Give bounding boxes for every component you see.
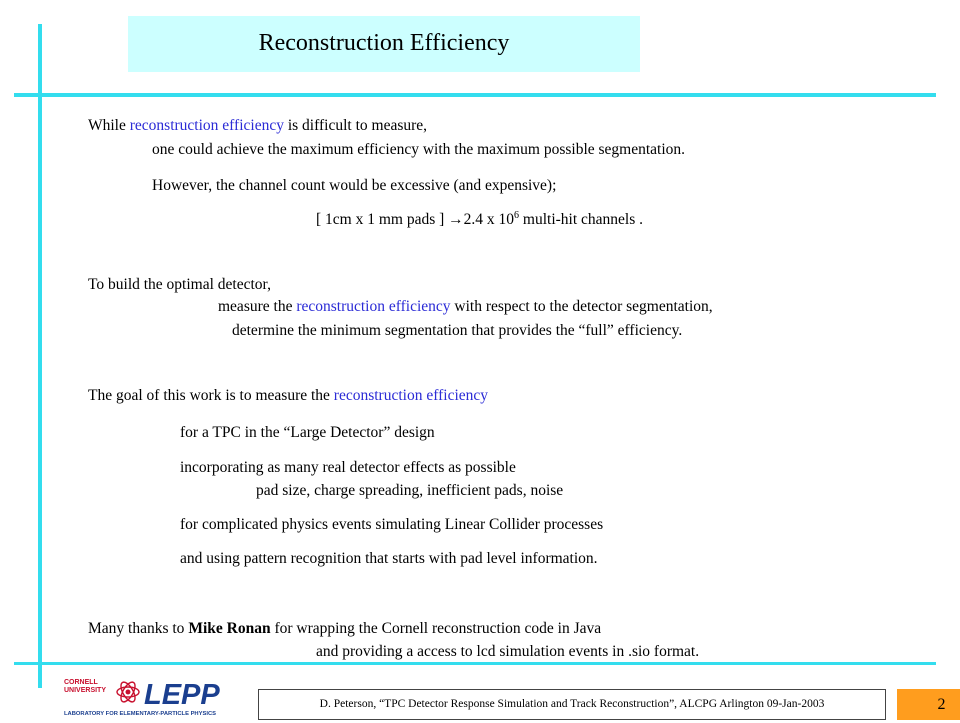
p4-line1: Many thanks to Mike Ronan for wrapping the Cornell reconstruction code in Java <box>88 620 602 637</box>
logo-cornell: CORNELL <box>64 679 98 686</box>
p3-line1: The goal of this work is to measure the reconstruction efficiency <box>88 387 489 404</box>
arrow-icon: → <box>448 211 464 228</box>
highlight-term: reconstruction efficiency <box>296 298 451 315</box>
lepp-logo-graphic <box>62 672 232 718</box>
p2-line1: To build the optimal detector, <box>88 276 271 293</box>
footer-citation: D. Peterson, “TPC Detector Response Simulation and Track Reconstruction”, ALCPG Arlington 09-Jan-2003 <box>258 689 886 720</box>
page-number-box <box>897 689 960 720</box>
top-divider-line <box>14 93 936 97</box>
p1-line4: [ 1cm x 1 mm pads ] →2.4 x $10^6$ multi-hit channels . <box>316 210 644 228</box>
p2-line2: measure the reconstruction efficiency with respect to the detector segmentation, <box>218 298 713 315</box>
p1-line1: While reconstruction efficiency is difficult to measure, <box>88 117 428 134</box>
p1-line2: one could achieve the maximum efficiency with the maximum possible segmentation. <box>152 141 686 158</box>
person-name: Mike Ronan <box>188 620 271 637</box>
p4-line2: and providing a access to lcd simulation events in .sio format. <box>316 643 700 660</box>
p3-line2: for a TPC in the “Large Detector” design <box>180 424 435 441</box>
p1-line3: However, the channel count would be excessive (and expensive); <box>152 177 557 194</box>
p3-line6: and using pattern recognition that starts with pad level information. <box>180 550 598 567</box>
highlight-term: reconstruction efficiency <box>333 387 489 404</box>
atom-icon <box>117 680 139 704</box>
p2-line3: determine the minimum segmentation that provides the “full” efficiency. <box>232 322 683 339</box>
p3-line4: pad size, charge spreading, inefficient pads, noise <box>256 482 564 499</box>
slide-title: Reconstruction Efficiency <box>258 30 510 56</box>
p3-line5: for complicated physics events simulating Linear Collider processes <box>180 516 604 533</box>
lepp-logo <box>62 672 232 718</box>
page-number: 2 <box>937 696 946 713</box>
logo-university: UNIVERSITY <box>64 687 107 694</box>
highlight-term: reconstruction efficiency <box>129 117 284 134</box>
bottom-divider-line <box>14 662 936 665</box>
vertical-accent-line <box>38 24 42 688</box>
logo-lepp: LEPP <box>144 679 220 711</box>
p3-line3: incorporating as many real detector effects as possible <box>180 459 516 476</box>
logo-lab: LABORATORY FOR ELEMENTARY-PARTICLE PHYSICS <box>64 711 217 717</box>
